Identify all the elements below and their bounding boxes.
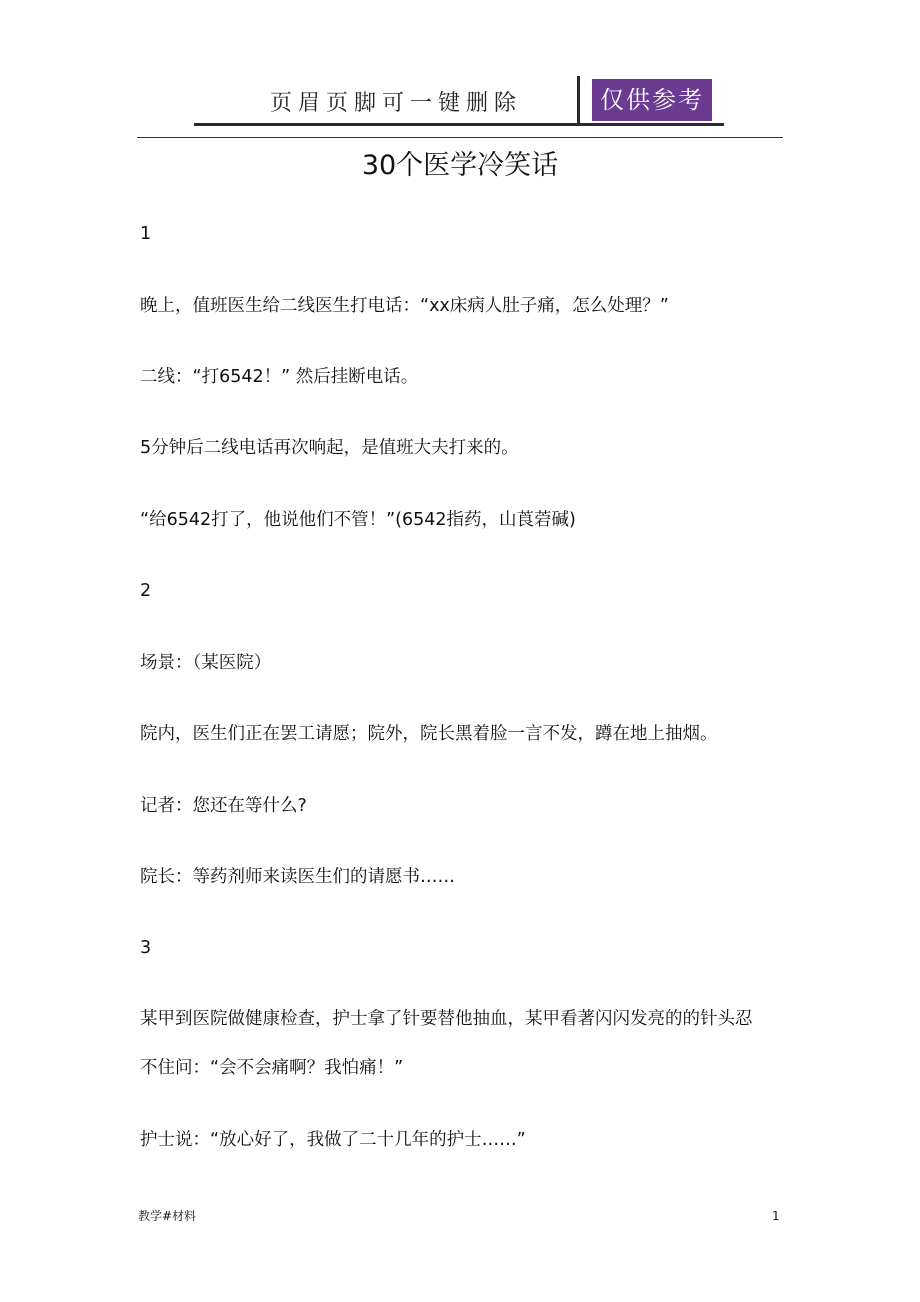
- paragraph: 不住问：“会不会痛啊？我怕痛！”: [140, 1058, 404, 1078]
- paragraph: 护士说：“放心好了，我做了二十几年的护士……”: [140, 1130, 526, 1150]
- paragraph: 院内，医生们正在罢工请愿；院外，院长黑着脸一言不发，蹲在地上抽烟。: [140, 724, 718, 744]
- paragraph: 某甲到医院做健康检查，护士拿了针要替他抽血，某甲看著闪闪发亮的的针头忍: [140, 1009, 753, 1029]
- header-divider: [577, 76, 580, 126]
- page-number: 1: [772, 1209, 780, 1223]
- paragraph: 5分钟后二线电话再次响起，是值班大夫打来的。: [140, 438, 519, 458]
- joke-number: 2: [140, 581, 152, 601]
- header-text: 页眉页脚可一键删除: [270, 91, 523, 116]
- paragraph: 院长：等药剂师来读医生们的请愿书……: [140, 867, 455, 887]
- paragraph: 场景：（某医院）: [140, 653, 272, 673]
- paragraph: 晚上，值班医生给二线医生打电话：“xx床病人肚子痛，怎么处理？”: [140, 296, 669, 316]
- joke-number: 3: [140, 938, 152, 958]
- header-rule: [137, 137, 783, 138]
- joke-number: 1: [140, 224, 152, 244]
- footer-label: 教学#材料: [138, 1209, 197, 1223]
- paragraph: 二线：“打6542！” 然后挂断电话。: [140, 367, 419, 387]
- paragraph: “给6542打了，他说他们不管！”(6542指药，山莨菪碱): [140, 510, 576, 530]
- paragraph: 记者：您还在等什么?: [140, 796, 307, 816]
- page-title: 30个医学冷笑话: [361, 150, 559, 181]
- header-underline: [194, 123, 724, 126]
- reference-badge: 仅供参考: [592, 79, 712, 121]
